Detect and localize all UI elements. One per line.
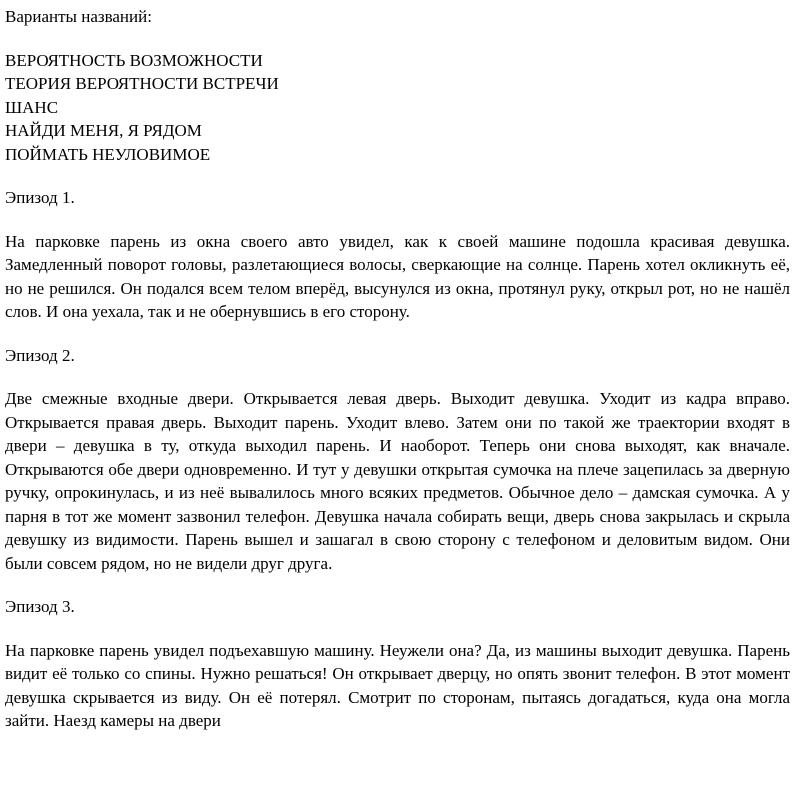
episode-2-text: Две смежные входные двери. Открывается левая дверь. Выходит девушка. Уходит из кадра вправо. Открывается правая дверь. Выходит парень. Уходит влево. Затем они по такой же траектории входят в двери – девушка в ту, откуда выходил парень. И наоборот. Теперь они снова выходят, как вначале. Открываются обе двери одновременно. И тут у девушки открытая сумочка на плече зацепилась за дверную ручку, опрокинулась, и из неё вывалилось много всяких предметов. Обычное дело – дамская сумочка. А у парня в тот же момент зазвонил телефон. Девушка начала собирать вещи, дверь снова закрылась и скрыла девушку из видимости. Парень вышел и зашагал в свою сторону с телефоном и деловитым видом. Они были совсем рядом, но не видели друг друга. — [5, 389, 790, 573]
title-option: ШАНС — [5, 97, 59, 117]
title-option: НАЙДИ МЕНЯ, Я РЯДОМ — [5, 121, 202, 140]
episode-2-label: Эпизод 2. — [5, 345, 75, 365]
title-options-list — [5, 49, 790, 167]
episode-3-label: Эпизод 3. — [5, 597, 75, 616]
episode-3-text: На парковке парень увидел подъехавшую машину. Неужели она? Да, из машины выходит девушка. Парень видит её только со спины. Нужно решаться! Он открывает дверцу, но опять звонит телефон. В этот момент девушка скрывается из виду. Он её потерял. Смотрит по сторонам, пытаясь догадаться, куда она могла зайти. Наезд камеры на двери — [5, 640, 790, 730]
title-option: ВЕРОЯТНОСТЬ ВОЗМОЖНОСТИ — [5, 50, 263, 70]
episode-1-text: На парковке парень из окна своего авто увидел, как к своей машине подошла красивая девушка. Замедленный поворот головы, разлетающиеся волосы, сверкающие на солнце. Парень хотел окликнуть её, но не решился. Он подался всем телом вперёд, высунулся из окна, протянул руку, открыл рот, но не нашёл слов. И она уехала, так и не обернувшись в его сторону. — [5, 231, 790, 321]
document-heading: Варианты названий: — [5, 7, 152, 26]
episode-1-label: Эпизод 1. — [5, 188, 75, 207]
title-option: ПОЙМАТЬ НЕУЛОВИМОЕ — [5, 144, 211, 164]
title-option: ТЕОРИЯ ВЕРОЯТНОСТИ ВСТРЕЧИ — [5, 74, 279, 93]
